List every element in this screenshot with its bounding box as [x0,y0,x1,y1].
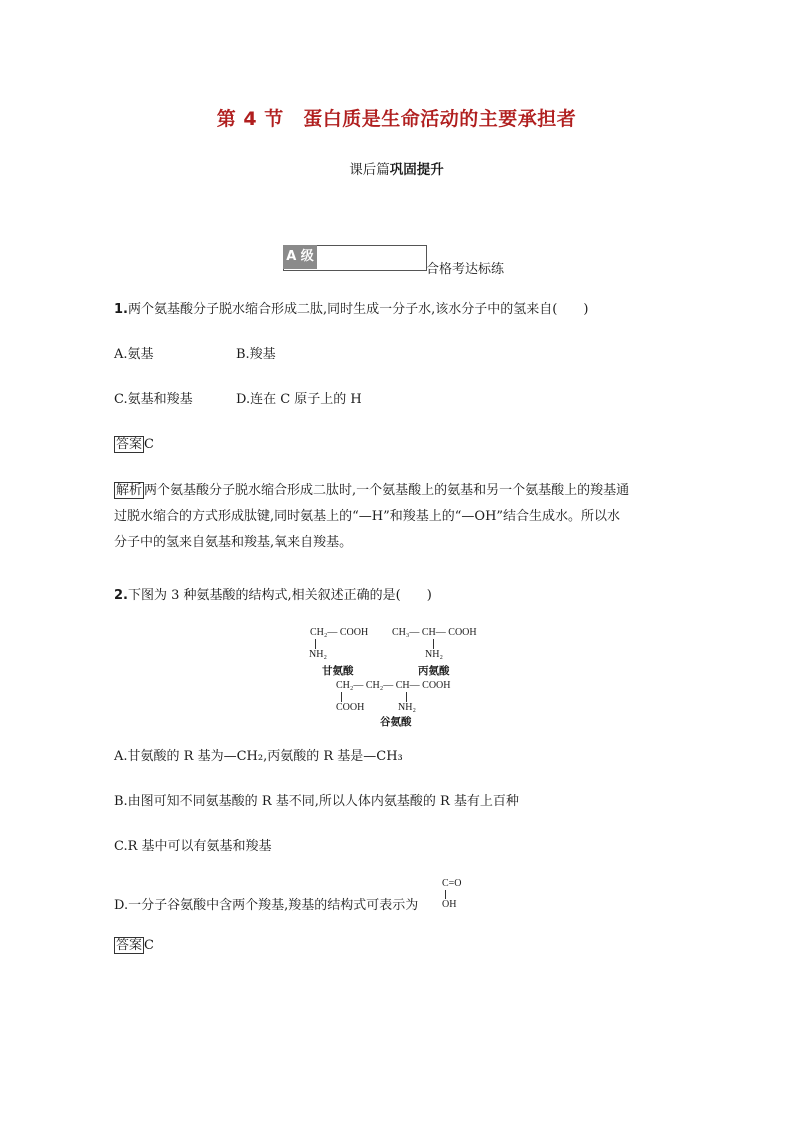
level-text: 合格考达标练 [426,262,505,277]
alanine-bond [433,639,434,649]
glutamate-bottom-left: COOH [336,702,365,713]
glutamate-name: 谷氨酸 [380,716,412,728]
subtitle-prefix: 课后篇 [349,162,390,178]
q1-stem [114,300,674,320]
glutamate-bottom-right: NH₂ [398,702,416,713]
q2-number: 2. [114,588,128,603]
q1-number: 1. [114,302,128,317]
q2-answer [114,936,154,956]
analysis-line-3: 分子中的氢来自氨基和羧基,氧来自羧基。 [114,535,353,550]
glycine-top: CH₂— COOH [310,627,369,638]
analysis-line-2: 过脱水缩合的方式形成肽键,同时氨基上的“—H”和羧基上的“—OH”结合生成水。所以水 [114,509,621,524]
q1-answer [114,435,154,455]
analysis-label: 解析 [116,483,143,498]
q1-option-c: C.氨基和羧基 [114,392,193,407]
answer-value: C [144,437,154,452]
amino-acid-figure [300,622,500,732]
analysis-line-1: 两个氨基酸分子脱水缩合形成二肽时,一个氨基酸上的氨基和另一个氨基酸上的羧基通 [144,483,630,498]
carboxyl-bottom: OH [442,899,457,910]
q1-option-d: D.连在 C 原子上的 H [236,392,362,407]
q1-analysis [114,478,674,556]
level-tag: A 级 [283,245,317,269]
q2-option-a: A.甘氨酸的 R 基为—CH₂,丙氨酸的 R 基是—CH₃ [114,749,403,764]
section-subtitle [0,158,793,178]
glycine-bond [315,639,316,649]
glycine-name: 甘氨酸 [322,665,354,677]
q2-stem [114,586,674,606]
q2-option-d: D.一分子谷氨酸中含两个羧基,羧基的结构式可表示为 [114,898,419,913]
subtitle-bold: 巩固提升 [389,162,444,178]
q1-stem-text: 两个氨基酸分子脱水缩合形成二肽,同时生成一分子水,该水分子中的氢来自( ) [127,302,589,317]
glutamate-bond-left [341,692,342,702]
glycine-bottom: NH₂ [309,649,327,660]
answer-value: C [144,938,154,953]
q2-stem-text: 下图为 3 种氨基酸的结构式,相关叙述正确的是( ) [127,588,432,603]
alanine-top: CH₃— CH— COOH [392,627,477,638]
q2-option-c: C.R 基中可以有氨基和羧基 [114,839,272,854]
alanine-name: 丙氨酸 [418,665,450,677]
answer-label: 答案 [116,938,143,953]
q1-option-b: B.羧基 [236,347,276,362]
alanine-bottom: NH₂ [425,649,443,660]
glutamate-top: CH₂— CH₂— CH— COOH [336,680,451,691]
answer-label: 答案 [116,437,143,452]
page-title: 第 4 节 蛋白质是生命活动的主要承担者 [216,108,577,130]
q2-option-b: B.由图可知不同氨基酸的 R 基不同,所以人体内氨基酸的 R 基有上百种 [114,794,519,809]
glutamate-bond-right [406,692,407,702]
carboxyl-bond [445,890,446,899]
carboxyl-top: C=O [442,878,462,889]
q1-option-a: A.氨基 [114,347,154,362]
